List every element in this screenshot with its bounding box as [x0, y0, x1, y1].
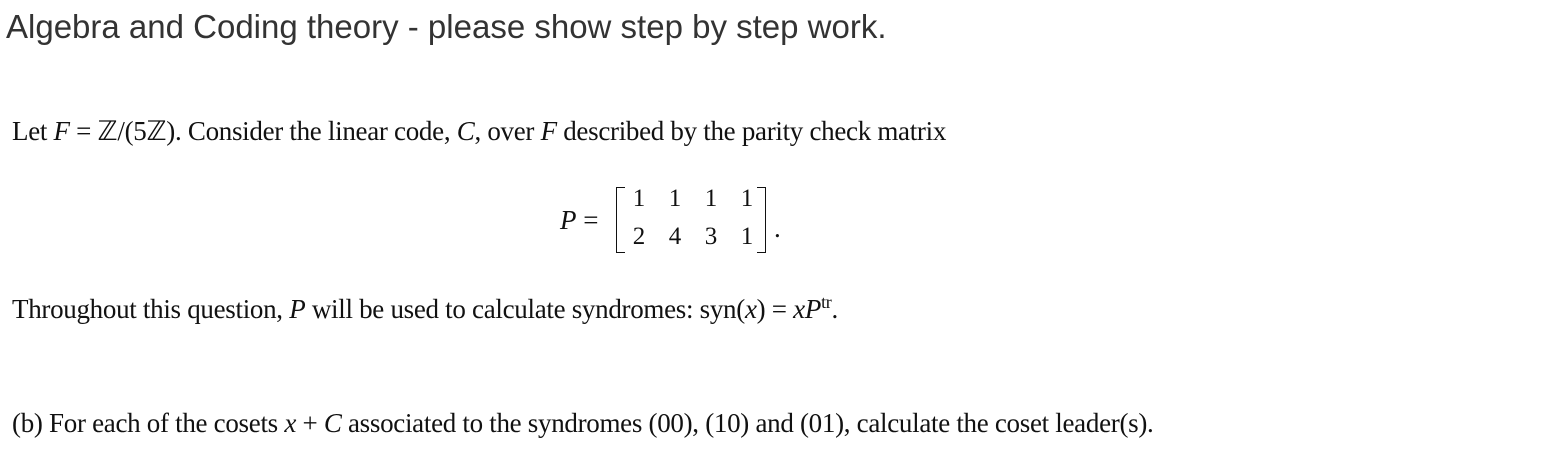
matrix-cell: 1	[740, 185, 754, 212]
syndrome-text-1: Throughout this question,	[12, 294, 290, 324]
transpose-superscript: tr	[821, 292, 832, 312]
intro-text-4: described by the parity check matrix	[556, 116, 947, 146]
matrix-var-p: P	[560, 205, 577, 235]
coset-var-c: C	[323, 408, 342, 438]
matrix-cell: 1	[740, 223, 754, 250]
matrix-equals: =	[576, 205, 599, 235]
parity-check-matrix	[616, 183, 766, 259]
intro-text-2: = ℤ/(5ℤ). Consider the linear code,	[69, 116, 457, 146]
field-var-f-2: F	[540, 116, 557, 146]
matrix-period: .	[774, 213, 781, 243]
part-b-text-3: associated to the syndromes (00), (10) and (01), calculate the coset leader(s).	[341, 408, 1154, 438]
part-b-text-2: +	[296, 408, 324, 438]
question-title: Algebra and Coding theory - please show step by step work.	[6, 8, 887, 45]
field-var-f: F	[53, 116, 70, 146]
matrix-label	[560, 205, 598, 236]
product-xp: xP	[793, 294, 822, 324]
coset-var-x: x	[284, 408, 296, 438]
matrix-cell: 4	[668, 223, 682, 250]
code-var-c: C	[456, 116, 475, 146]
matrix-cell: 2	[632, 223, 646, 250]
matrix-cell: 1	[704, 185, 718, 212]
part-b-text-1: (b) For each of the cosets	[12, 408, 285, 438]
parity-check-matrix-equation	[560, 183, 800, 263]
problem-intro	[12, 116, 946, 147]
syndrome-definition	[12, 292, 838, 325]
syndrome-text-3: ) =	[756, 294, 794, 324]
syndrome-text-2: will be used to calculate syndromes: syn(	[305, 294, 745, 324]
matrix-cell: 1	[668, 185, 682, 212]
matrix-cell: 3	[704, 223, 718, 250]
intro-text-1: Let	[12, 116, 54, 146]
part-b-question	[12, 408, 1153, 439]
intro-text-3: , over	[474, 116, 541, 146]
matrix-var-p-2: P	[289, 294, 306, 324]
syndrome-text-4: .	[831, 294, 838, 324]
matrix-cell: 1	[632, 185, 646, 212]
vector-var-x: x	[744, 294, 757, 324]
